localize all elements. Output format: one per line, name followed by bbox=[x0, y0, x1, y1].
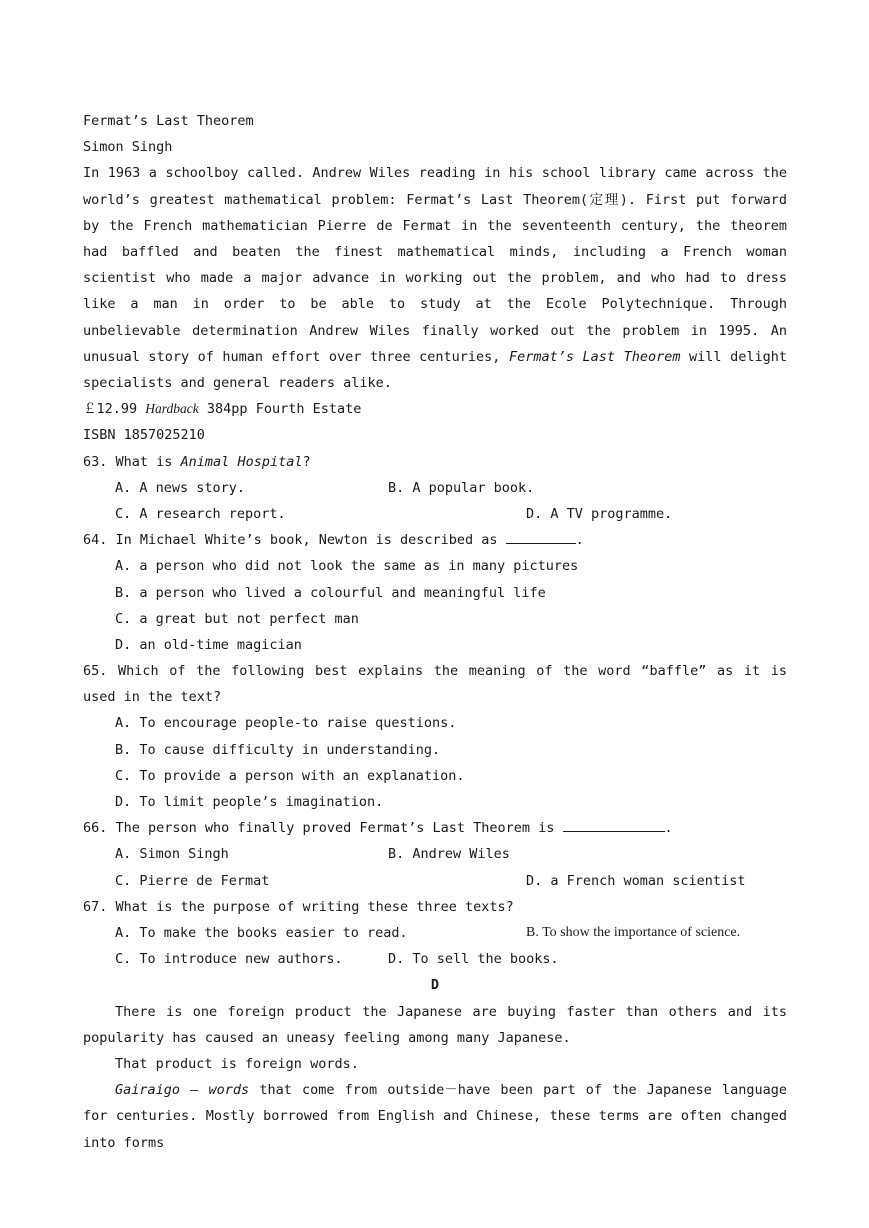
book-title: Fermat’s Last Theorem bbox=[83, 113, 254, 129]
option-a[interactable]: A. To make the books easier to read. bbox=[115, 924, 408, 941]
option-c[interactable]: C. a great but not perfect man bbox=[115, 610, 359, 627]
option-a[interactable]: A. A news story. bbox=[115, 479, 246, 496]
question-66 bbox=[83, 815, 787, 841]
section-heading: D bbox=[430, 977, 440, 994]
question-65: 65. Which of the following best explains the meaning of the word “baffle” as it is used in the text? bbox=[83, 663, 787, 706]
option-d[interactable]: D. an old-time magician bbox=[115, 636, 302, 653]
option-b[interactable]: B. a person who lived a colourful and meaningful life bbox=[115, 584, 546, 601]
option-c[interactable]: C. Pierre de Fermat bbox=[115, 872, 270, 889]
question-64 bbox=[83, 527, 787, 553]
question-63-italic: Animal Hospital bbox=[180, 453, 303, 470]
option-b[interactable]: B. A popular book. bbox=[388, 479, 535, 496]
question-63-options-row-1 bbox=[83, 475, 787, 501]
option-b[interactable]: B. Andrew Wiles bbox=[388, 846, 510, 863]
passage-text: that come from outside－have been part of the Japanese language for centuries. Mostly borrowed from English and Chinese, these terms are often changed into forms bbox=[83, 1082, 787, 1151]
option-d[interactable]: D. To sell the books. bbox=[388, 951, 559, 968]
question-63 bbox=[83, 449, 787, 475]
option-a[interactable]: A. a person who did not look the same as in many pictures bbox=[115, 558, 579, 575]
question-67-options-row-2 bbox=[83, 946, 787, 972]
option-d[interactable]: D. a French woman scientist bbox=[526, 872, 746, 889]
option-c[interactable]: C. To introduce new authors. bbox=[115, 951, 343, 968]
book-price-line bbox=[83, 396, 787, 422]
passage-paragraph: There is one foreign product the Japanese are buying faster than others and its popularity has caused an uneasy feeling among many Japanese. bbox=[83, 1003, 787, 1046]
book-format: Hardback bbox=[145, 401, 199, 417]
book-description bbox=[83, 160, 787, 396]
question-63-text: 63. What is bbox=[83, 453, 181, 470]
description-italic-title: Fermat’s Last Theorem bbox=[508, 348, 681, 365]
document-page bbox=[83, 108, 787, 1156]
option-a[interactable]: A. To encourage people-to raise questions. bbox=[115, 715, 457, 732]
option-c[interactable]: C. A research report. bbox=[115, 505, 286, 522]
option-b[interactable]: B. To show the importance of science. bbox=[526, 924, 741, 940]
answer-blank[interactable] bbox=[563, 815, 665, 832]
option-a[interactable]: A. Simon Singh bbox=[115, 846, 229, 863]
question-67-options-row-1 bbox=[83, 920, 787, 946]
question-64-end: . bbox=[575, 532, 584, 549]
question-66-options-row-1 bbox=[83, 841, 787, 867]
question-66-text: 66. The person who finally proved Fermat’s Last Theorem is bbox=[83, 820, 555, 837]
option-d[interactable]: D. To limit people’s imagination. bbox=[115, 794, 384, 811]
description-text-end: will delight specialists and general readers alike. bbox=[83, 348, 787, 391]
option-c[interactable]: C. To provide a person with an explanation. bbox=[115, 767, 465, 784]
book-price: ￡12.99 bbox=[83, 401, 138, 418]
description-text: In 1963 a schoolboy called. Andrew Wiles reading in his school library came across the world’s greatest mathematical problem: Fermat’s Last Theorem(定理). First put forward by the French mathematician Pierre de Fermat in the seventeenth century, the theorem had baffled and beaten the finest mathematical minds, including a French woman scientist who made a major advance in working out the problem, and who had to dress like a man in order to be able to study at the Ecole Polytechnique. Through unbelievable determination Andrew Wiles finally worked out the problem in 1995. An unusual story of human effort over three centuries, bbox=[83, 165, 787, 365]
book-author: Simon Singh bbox=[83, 139, 173, 156]
passage-italic-term: Gairaigo – words bbox=[115, 1082, 250, 1099]
answer-blank[interactable] bbox=[506, 527, 576, 544]
passage-paragraph bbox=[83, 1077, 787, 1156]
question-63-suffix: ? bbox=[302, 453, 311, 470]
passage-paragraph: That product is foreign words. bbox=[115, 1055, 359, 1072]
question-66-options-row-2 bbox=[83, 868, 787, 894]
option-d[interactable]: D. A TV programme. bbox=[526, 505, 673, 522]
option-b[interactable]: B. To cause difficulty in understanding. bbox=[115, 741, 441, 758]
book-isbn: ISBN 1857025210 bbox=[83, 427, 205, 444]
question-66-end: . bbox=[664, 820, 673, 837]
question-64-text: 64. In Michael White’s book, Newton is described as bbox=[83, 532, 498, 549]
question-67: 67. What is the purpose of writing these three texts? bbox=[83, 898, 514, 915]
question-63-options-row-2 bbox=[83, 501, 787, 527]
book-pages-publisher: 384pp Fourth Estate bbox=[206, 401, 362, 418]
